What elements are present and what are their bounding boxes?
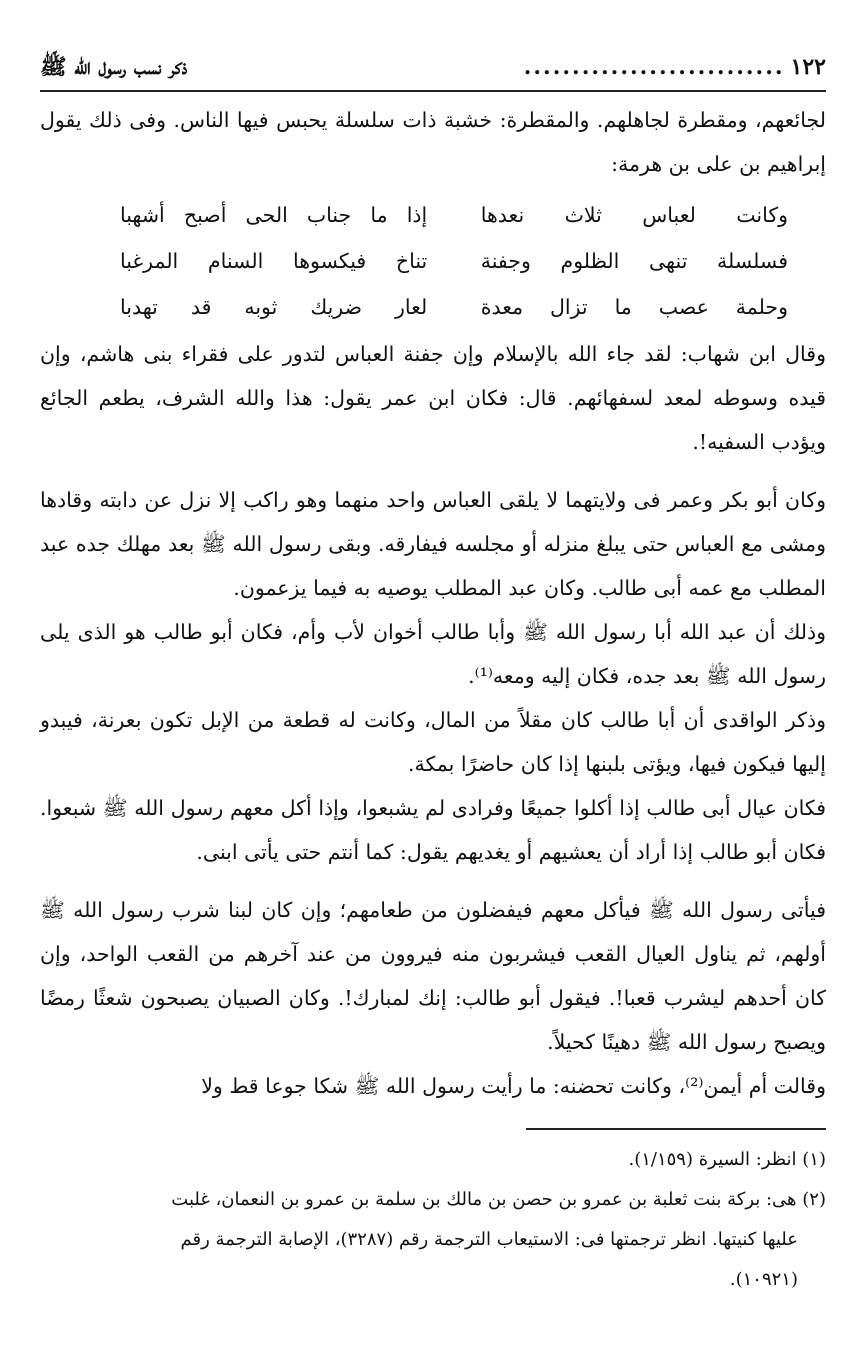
poem-verse bbox=[120, 238, 788, 284]
footnote-2: (٢) هى: بركة بنت ثعلبة بن عمرو بن حصن بن مالك بن سلمة بن عمرو بن النعمان، غلبت bbox=[171, 1189, 826, 1210]
footnote-2-end: (١٠٩٢١). bbox=[729, 1269, 798, 1290]
chapter-title: ذكر نسب رسول الله ﷺ bbox=[40, 54, 188, 80]
paragraph-8: وقالت أم أيمن⁽²⁾، وكانت تحضنه: ما رأيت رسول الله ﷺ شكا جوعا قط ولا bbox=[201, 1074, 826, 1098]
verse-second-hemistich: إذا ما جناب الحى أصبح أشهبا bbox=[120, 203, 428, 227]
poem bbox=[40, 192, 826, 330]
paragraph-7: فيأتى رسول الله ﷺ فيأكل معهم فيفضلون من طعامهم؛ وإن كان لبنا شرب رسول الله ﷺ أولهم، ثم يناول العيال القعب فيشربون منه فيروون من عند آخرهم من القعب الواحد، وإن كان أحدهم ليشرب قعبا!. فيقول أبو طالب: إنك لمبارك!. وكان الصبيان يصبحون شعثًا رمضًا ويصبح رسول الله ﷺ دهينًا كحيلاً. bbox=[40, 898, 826, 1054]
paragraph-4: وذلك أن عبد الله أبا رسول الله ﷺ وأبا طالب أخوان لأب وأم، فكان أبو طالب هو الذى يلى رسول الله ﷺ بعد جده، فكان إليه ومعه⁽¹⁾. bbox=[40, 620, 826, 688]
paragraph-1: لجائعهم، ومقطرة لجاهلهم. والمقطرة: خشبة ذات سلسلة يحبس فيها الناس. وفى ذلك يقول إبراهيم بن على بن هرمة: bbox=[40, 108, 826, 176]
paragraph-6: فكان عيال أبى طالب إذا أكلوا جميعًا وفرادى لم يشبعوا، وإذا أكل معهم رسول الله ﷺ شبعوا. فكان أبو طالب إذا أراد أن يعشيهم أو يغديهم يقول: كما أنتم حتى يأتى ابنى. bbox=[40, 796, 826, 864]
header-leader-dots: ........................... bbox=[523, 54, 785, 80]
paragraph-2: وقال ابن شهاب: لقد جاء الله بالإسلام وإن جفنة العباس لتدور على فقراء بنى هاشم، وإن قيده وسوطه لمعد لسفهائهم. قال: فكان ابن عمر يقول: هذا والله الشرف، يطعم الجائع ويؤدب السفيه!. bbox=[40, 342, 826, 454]
paragraph-5: وذكر الواقدى أن أبا طالب كان مقلاً من المال، وكانت له قطعة من الإبل تكون بعرنة، فيبدو إليها فيكون فيها، ويؤتى بلبنها إذا كان حاضرًا بمكة. bbox=[40, 708, 826, 776]
footnote-separator bbox=[526, 1128, 826, 1130]
verse-second-hemistich: لعار ضريك ثوبه قد تهدبا bbox=[120, 295, 428, 319]
running-header bbox=[40, 50, 826, 92]
verse-second-hemistich: تناخ فيكسوها السنام المرغبا bbox=[120, 249, 428, 273]
verse-first-hemistich: وكانت لعباس ثلاث نعدها bbox=[480, 203, 788, 227]
paragraph-3: وكان أبو بكر وعمر فى ولايتهما لا يلقى العباس واحد منهما وهو راكب إلا نزل عن دابته وقادها ومشى مع العباس حتى يبلغ منزله أو مجلسه فيفارقه. وبقى رسول الله ﷺ بعد مهلك جده عبد المطلب مع عمه أبى طالب. وكان عبد المطلب يوصيه به فيما يزعمون. bbox=[40, 488, 826, 600]
footnote-2-continued: عليها كنيتها. انظر ترجمتها فى: الاستيعاب الترجمة رقم (٣٢٨٧)، الإصابة الترجمة رقم bbox=[180, 1229, 798, 1250]
poem-verse bbox=[120, 284, 788, 330]
footnotes bbox=[40, 1140, 826, 1300]
poem-verse bbox=[120, 192, 788, 238]
verse-first-hemistich: وحلمة عصب ما تزال معدة bbox=[480, 295, 788, 319]
verse-first-hemistich: فسلسلة تنهى الظلوم وجفنة bbox=[480, 249, 788, 273]
main-text bbox=[40, 98, 826, 1108]
page-number: ١٢٢ bbox=[790, 54, 826, 80]
footnote-1: (١) انظر: السيرة (١/١٥٩). bbox=[628, 1149, 826, 1170]
